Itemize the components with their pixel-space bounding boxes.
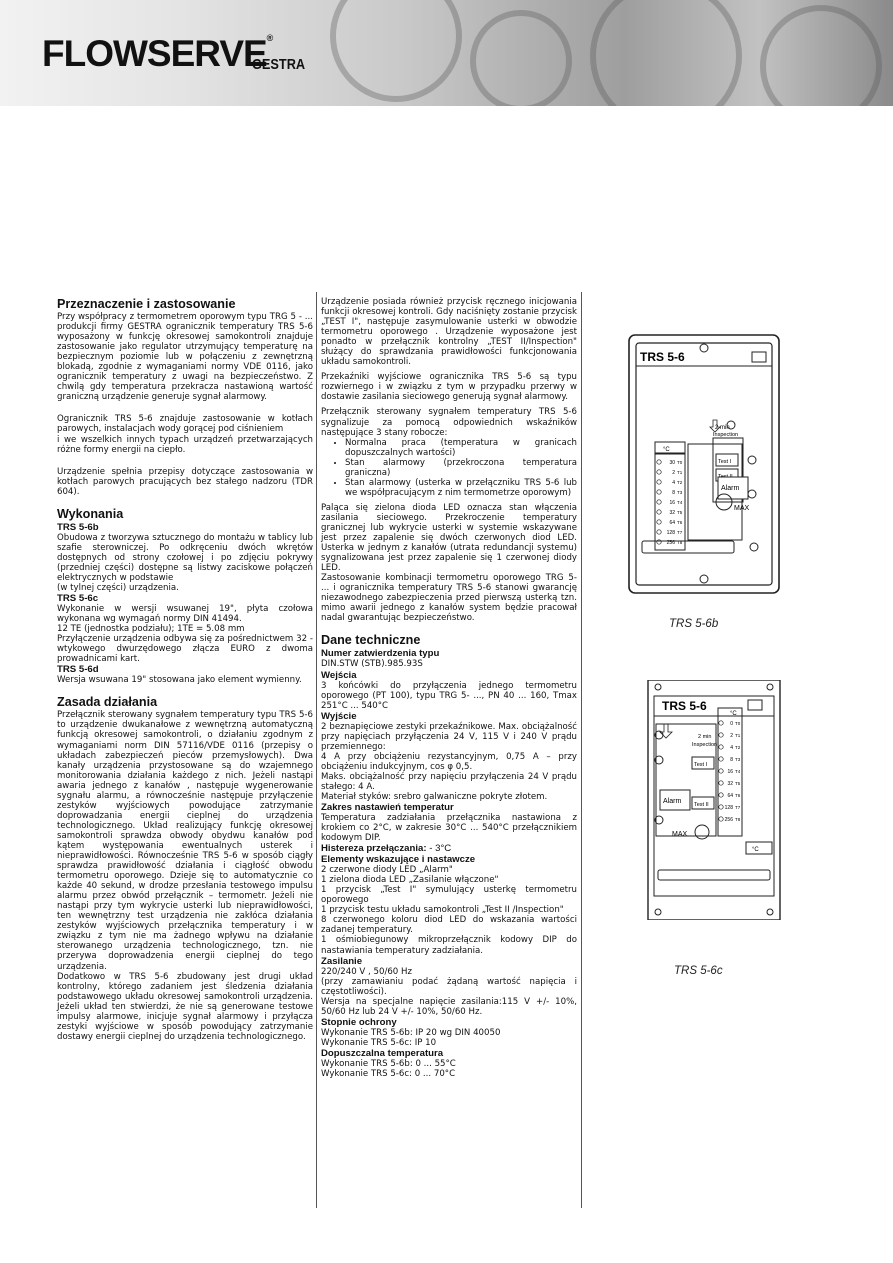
scale-code: T3 [735,757,741,762]
scale-code: T5 [735,781,741,786]
scale-value: 32 [669,510,675,516]
subheading: Zasilanie [321,955,363,967]
scale-code: T1 [677,470,683,475]
scale-code: T7 [735,805,741,810]
scale-code: T8 [677,540,683,545]
paragraph: Dodatkowo w TRS 5-6 zbudowany jest drugi układ kontrolny, którego zadaniem jest śledzenia działania podstawowego układu okresowej samokontroli urządzenia. Jeżeli układ ten stwierdzi, że nie są generowane testowe impulsy alarmowe, inicjuje sygnał alarmowy i przyłącza zestyki wyjściowe w sposób powodujący zatrzymanie dostawy energii cieplnej do urządzenia technologicznego. [57,971,313,1042]
scale-code: T5 [677,510,683,515]
paragraph: DIN.STW (STB).985.93S [321,659,423,670]
scale-value: 16 [669,500,675,506]
scale-value: 2 [672,470,675,476]
header-banner [0,0,893,106]
scale-value: 8 [730,757,733,763]
scale-value: 128 [666,530,675,536]
scale-code: T1 [735,733,741,738]
paragraph: 2 beznapięciowe zestyki przekaźnikowe. Max. obciążalność przy napięciach przyłączenia 24 V, 115 V i 240 V prądu przemiennego: 4 A przy obciążeniu rezystancyjnym, 0,75 A – przy obciążeniu indukcyjnym, cos φ 0,5. Maks. obciążalność przy napięciu przyłączenia 24 V prądu stałego: 4 A. Materiał styków: srebro galwaniczne pokryte złotem. [321,721,577,802]
list-item: • Normalna praca (temperatura w granicach dopuszczalnych wartości) [345,438,577,458]
paragraph: Wersja wsuwana 19" stosowana jako element wymienny. [57,675,302,686]
state-list [321,438,577,498]
inspection-label: Inspection [713,432,739,438]
scale-code: T2 [735,745,741,750]
device-title: TRS 5-6 [662,699,707,713]
scale-value: 2 [730,733,733,739]
subheading: TRS 5-6c [57,593,99,605]
inspection-label: Inspection [692,742,718,748]
section-heading-purpose: Przeznaczenie i zastosowanie [57,297,236,311]
scale-code: T3 [677,490,683,495]
figure-caption: TRS 5-6b [669,618,719,630]
subheading: Histereza przełączania: - 3°C [321,843,452,855]
scale-value: 4 [672,480,675,486]
column-middle [321,297,577,1084]
scale-value: 16 [727,769,733,775]
scale-value: 64 [727,793,733,799]
paragraph: 220/240 V , 50/60 Hz (przy zamawianiu podać żądaną wartość napięcia i częstotliwości). Wersja na specjalne napięcie zasilania:115 V +/- 10%, 50/60 Hz lub 24 V +/- 10%, 50/60 Hz. [321,966,577,1017]
scale-value: 32 [727,781,733,787]
paragraph: Temperatura zadziałania przełącznika nastawiona z krokiem co 2°C, w zakresie 30°C ... 540°C przełącznikiem kodowym DIP. [321,813,577,844]
paragraph: Urządzenie spełnia przepisy dotyczące zastosowania w kotłach parowych pracujących bez stałego nadzoru (TDR 604). [57,466,313,497]
paragraph: Obudowa z tworzywa sztucznego do montażu w tablicy lub szafie sterowniczej. Po odkręceniu dwóch wkrętów dostępnych od strony czołowej i po zdjęciu pokrywy (przedniej części) dostępne są listwy zaciskowe połączeń elektrycznych w podstawie (w tylnej części) urządzenia. [57,532,313,593]
paragraph: Przekaźniki wyjściowe ogranicznika TRS 5-6 są typu rozwiernego i w związku z tym w przypadku przerwy w dostawie zasilania sieciowego generują sygnał alarmowy. [321,372,577,403]
unit-label: °C [663,447,670,453]
subheading: Wyjście [321,710,357,722]
scale-code: T0 [677,460,683,465]
scale-code: T6 [677,520,683,525]
scale-value: 30 [669,460,675,466]
alarm-label: Alarm [663,798,682,805]
scale-code: T7 [677,530,683,535]
section-heading-design: Wykonania [57,506,124,521]
column-divider [316,292,317,1208]
flowserve-logo: FLOWSERVE® [42,33,273,74]
scale-code: T4 [735,769,741,774]
paragraph: 2 czerwone diody LED „Alarm" 1 zielona dioda LED „Zasilanie włączone" 1 przycisk „Test I" symulujący usterkę termometru oporowego 1 przycisk testu układu samokontroli „Test II /Inspection" 8 czerwonego koloru diod LED do wskazania wartości zadanej temperatury. 1 ośmiobiegunowy mikroprzełącznik kodowy DIP do nastawiania temperatury zadziałania. [321,865,577,956]
scale-code: T2 [677,480,683,485]
gestra-brand: GESTRA [252,56,306,73]
max-label: MAX [734,505,750,512]
device-drawing-trs56b [628,334,780,594]
scale-code: T8 [735,817,741,822]
subheading: Elementy wskazujące i nastawcze [321,854,476,866]
paragraph: Ogranicznik TRS 5-6 znajduje zastosowanie w kotłach parowych, instalacjach wody gorącej pod ciśnieniem i we wszelkich innych typach urządzeń przetwarzających różne formy energii na ciepło. [57,414,313,455]
scale-code: T6 [735,793,741,798]
test2-button: Test II [694,802,709,808]
scale-value: 128 [724,805,733,811]
paragraph: Wykonanie TRS 5-6b: 0 ... 55°C Wykonanie TRS 5-6c: 0 ... 70°C [321,1058,456,1079]
paragraph: Wykonanie TRS 5-6b: IP 20 wg DIN 40050 Wykonanie TRS 5-6c: IP 10 [321,1027,501,1048]
paragraph: Paląca się zielona dioda LED oznacza stan włączenia zasilania sieciowego. Przekroczenie temperatury granicznej lub wykrycie usterki w systemie wskazywane jest przez zapalenie się dwóch czerwonych diod LED. Usterka w jednym z kanałów (utrata redundancji systemu) sygnalizowana jest przez zapalenie się 1 czerwonej diody LED. Zastosowanie kombinacji termometru oporowego TRG 5- ... i ogranicznika temperatury TRS 5-6 stanowi gwarancję niezawodnego zabezpieczenia przed pierwszą usterką tzn. mimo awarii jednego z kanałów system będzie pracował nadal gwarantując bezpieczeństwo. [321,502,577,624]
column-divider [581,292,582,1208]
device-drawing-trs56c [640,680,788,920]
test1-button: Test I [694,762,708,768]
unit-label: °C [730,711,737,717]
subheading: Numer zatwierdzenia typu [321,648,440,660]
scale-code: T4 [677,500,683,505]
subheading: TRS 5-6b [57,521,99,533]
two-min-label: 2 min [715,425,730,431]
two-min-label: 2 min [698,734,712,740]
unit-label: °C [752,847,759,853]
max-label: MAX [672,831,688,838]
test1-button: Test I [718,459,732,465]
paragraph: Przełącznik sterowany sygnałem temperatury typu TRS 5-6 to urządzenie dwukanałowe z wewnętrzną automatyczną funkcją okresowej samokontroli, o działaniu zgodnym z wymaganiami norm DIN 57116/VDE 0116 (przepisy o układach zabezpieczeń pieców przemysłowych). Dwa kanały urządzenia przystosowane są do wzajemnego monitorowania działania każdego z nich. Jeżeli nastąpi awaria jednego z kanałów , następuje wygenerowanie sygnału alarmu, a równocześnie następuje przyłączenie zestyków wyjściowych powodujące zatrzymanie doprowadzania energii cieplnej do urządzenia technologicznego. Układ realizujący funkcję okresowej samokontroli sprawdza obwody obydwu kanałów pod kątem występowania ewentualnych usterek i nieprawidłowości. Równocześnie TRS 5-6 w sposób ciągły sprawdza prawidłowość działania i ciągłość obwodu termometru oporowego. Dzieje się to automatycznie co każde 40 sekund, w drodze przesłania testowego impulsu alarmu przez obwód przełącznik – termometr. Jeżeli nie nastąpi przy tym wykrycie usterki lub nieprawidłowości, ten wewnętrzny test urządzenia nie zakłóca działania zestyków wyjściowych przełącznika temperatury i w związku z tym nie ma żadnego wpływu na działanie sterowanego urządzenia technologicznego, tzn. nie przerywa doprowadzenia energii cieplnej do tego urządzenia. [57,710,313,972]
paragraph: Urządzenie posiada również przycisk ręcznego inicjowania funkcji okresowej kontroli. Gdy naciśnięty zostanie przycisk „TEST I", następuje zasymulowanie usterki w obwodzie termometru oporowego . Urządzenie wyposażone jest ponadto w przełącznik kontrolny „TEST II/Inspection" służący do sprawdzania prawidłowości funkcjonowania układu samokontroli. [321,297,577,368]
scale-value: 0 [730,721,733,727]
scale-value: 64 [669,520,675,526]
subheading: TRS 5-6d [57,664,99,676]
subheading: Dopuszczalna temperatura [321,1047,444,1059]
alarm-label: Alarm [721,485,740,492]
scale-code: T0 [735,721,741,726]
section-heading-operation: Zasada działania [57,695,158,710]
list-item: • Stan alarmowy (przekroczona temperatura graniczna) [345,458,577,478]
scale-value: 256 [724,817,733,823]
subheading: Zakres nastawień temperatur [321,802,454,814]
paragraph: Wykonanie w wersji wsuwanej 19", płyta czołowa wykonana wg wymagań normy DIN 41494. 12 TE (jednostka podziału); 1TE = 5.08 mm Przyłączenie urządzenia odbywa się za pośrednictwem 32 -wtykowego dwurzędowego złącza EURO z dwoma prowadnicami kart. [57,604,313,665]
scale-value: 4 [730,745,733,751]
column-left [57,297,313,1047]
device-title: TRS 5-6 [640,350,685,364]
figure-caption: TRS 5-6c [674,965,723,977]
subheading: Stopnie ochrony [321,1016,397,1028]
list-item: • Stan alarmowy (usterka w przełączniku TRS 5-6 lub we współpracującym z nim termometrze oporowym) [345,478,577,498]
subheading: Wejścia [321,669,357,681]
paragraph: Przy współpracy z termometrem oporowym typu TRG 5 - ... produkcji firmy GESTRA ogranicznik temperatury TRS 5-6 wyposażony w funkcję okresowej samokontroli znajduje zastosowanie jako regulator utrzymujący temperaturę na bezpiecznym poziomie lub w połączeniu z zewnętrzną blokadą, zgodnie z wymaganiami normy VDE 0116, jako ogranicznik temperatury z uwagi na bezpieczeństwo. Z chwilą gdy temperatura przekracza nastawioną wartość graniczną urządzenie generuje sygnał alarmowy. [57,312,313,403]
scale-value: 256 [666,540,675,546]
paragraph: Przełącznik sterowany sygnałem temperatury TRS 5-6 sygnalizuje za pomocą odpowiednich wskaźników następujące 3 stany robocze: [321,407,577,438]
scale-value: 8 [672,490,675,496]
paragraph: 3 końcówki do przyłączenia jednego termometru oporowego (PT 100), typu TRG 5- ..., PN 40 ... 160, Tmax 251°C ... 540°C [321,680,577,711]
section-heading-technical: Dane techniczne [321,633,421,648]
